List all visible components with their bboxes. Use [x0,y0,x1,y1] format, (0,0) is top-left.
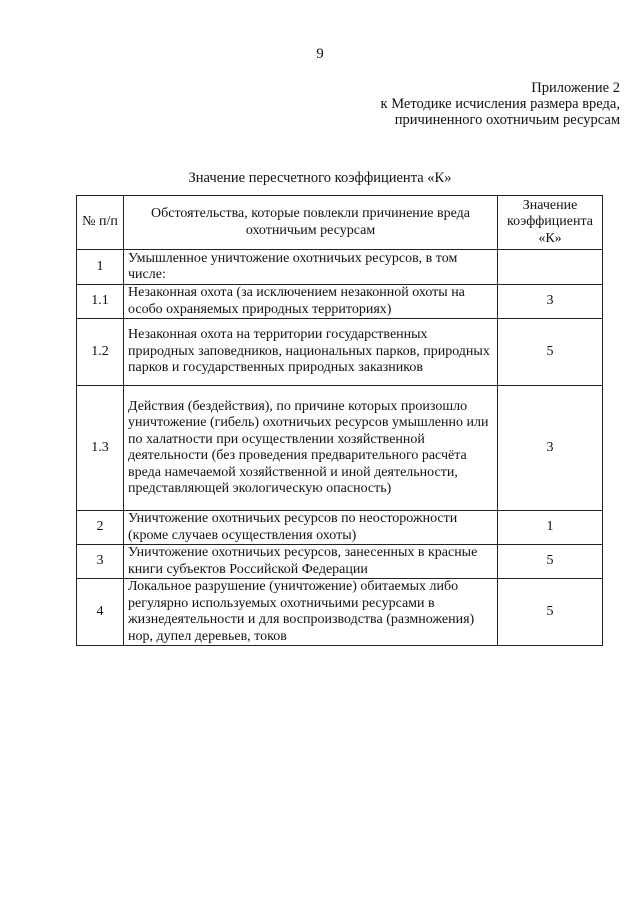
row-number: 3 [77,545,124,579]
row-coefficient: 1 [498,511,603,545]
header-circumstances: Обстоятельства, которые повлекли причинение вреда охотничьим ресурсам [124,196,498,250]
page-number: 9 [316,46,324,62]
header-number: № п/п [77,196,124,250]
header-coefficient-value: Значение коэффициента «К» [498,196,603,250]
row-description: Уничтожение охотничьих ресурсов по неосторожности (кроме случаев осуществления охоты) [124,511,498,545]
row-description: Незаконная охота на территории государственных природных заповедников, национальных парков, природных парков и государственных природных заказников [124,319,498,386]
row-description: Умышленное уничтожение охотничьих ресурсов, в том числе: [124,250,498,285]
table-row [77,545,603,579]
row-number: 1.3 [77,386,124,511]
row-coefficient: 5 [498,545,603,579]
appendix-line-1: Приложение 2 [531,80,620,96]
table-row [77,386,603,511]
table-header-row [77,196,603,250]
row-coefficient [498,250,603,285]
appendix-line-2: к Методике исчисления размера вреда, [380,96,620,112]
row-coefficient: 5 [498,579,603,646]
row-description: Незаконная охота (за исключением незаконной охоты на особо охраняемых природных территориях) [124,285,498,319]
row-coefficient: 3 [498,386,603,511]
table-row [77,511,603,545]
table-row [77,250,603,285]
table-row [77,319,603,386]
row-number: 1 [77,250,124,285]
row-coefficient: 5 [498,319,603,386]
coefficient-table [76,195,603,646]
row-description: Локальное разрушение (уничтожение) обитаемых либо регулярно используемых охотничьими ресурсами в жизнедеятельности и для воспроизводства (размножения) нор, дупел деревьев, токов [124,579,498,646]
table-row [77,579,603,646]
row-coefficient: 3 [498,285,603,319]
table-row [77,285,603,319]
appendix-reference [381,80,620,128]
row-number: 4 [77,579,124,646]
row-number: 1.2 [77,319,124,386]
row-number: 2 [77,511,124,545]
table-title: Значение пересчетного коэффициента «К» [188,170,452,186]
row-description: Действия (бездействия), по причине которых произошло уничтожение (гибель) охотничьих ресурсов умышленно или по халатности при осуществлении хозяйственной деятельности (без проведения предварительного расчёта вреда намечаемой хозяйственной и иной деятельности, представляющей экологическую опасность) [124,386,498,511]
row-number: 1.1 [77,285,124,319]
appendix-line-3: причиненного охотничьим ресурсам [394,112,620,128]
row-description: Уничтожение охотничьих ресурсов, занесенных в красные книги субъектов Российской Федерации [124,545,498,579]
